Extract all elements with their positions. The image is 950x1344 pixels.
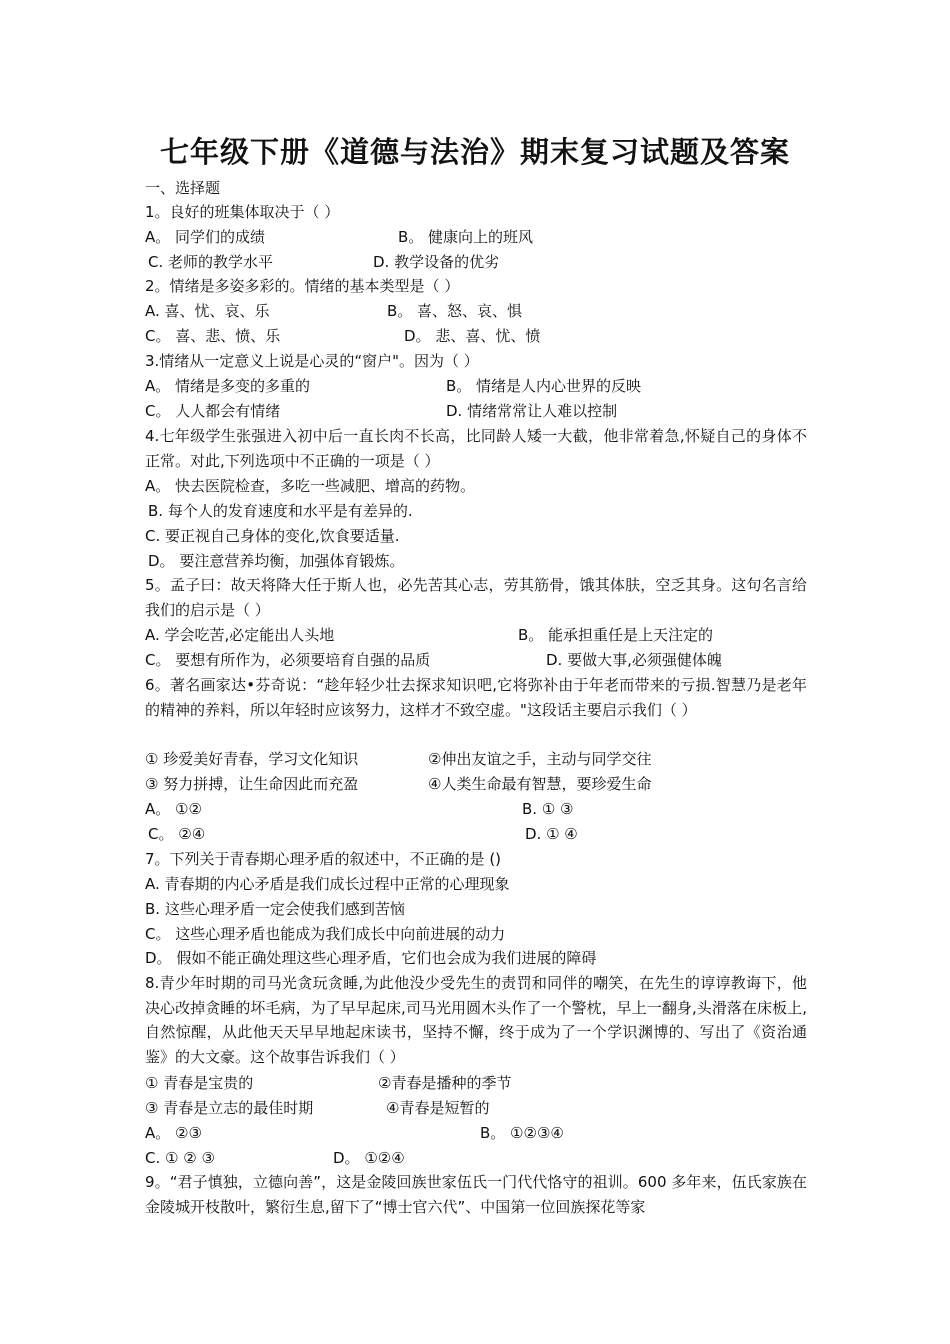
question-2-stem: 2。情绪是多姿多彩的。情绪的基本类型是（ ） [145,277,460,295]
question-1-stem: 1。良好的班集体取决于（ ） [145,203,340,221]
q8-option-a: A。 ②③ [145,1124,202,1142]
q6-statement-1: ① 珍爱美好青春，学习文化知识 [145,750,359,768]
question-7-stem: 7。下列关于青春期心理矛盾的叙述中，不正确的是 () [145,850,502,868]
q8-option-c: C. ① ② ③ [145,1149,215,1167]
q4-option-c: C. 要正视自己身体的变化,饮食要适量. [145,527,400,545]
q7-option-a: A. 青春期的内心矛盾是我们成长过程中正常的心理现象 [145,875,510,893]
q5-option-d: D. 要做大事,必须强健体魄 [546,651,722,669]
q5-option-a: A. 学会吃苦,必定能出人头地 [145,626,335,644]
q5-option-b: B。 能承担重任是上天注定的 [518,626,714,644]
q5-option-c: C。 要想有所作为，必须要培育自强的品质 [145,651,431,669]
q6-option-a: A。 ①② [145,800,202,818]
q6-option-d: D. ① ④ [525,825,578,843]
section-heading: 一、选择题 [145,179,221,197]
q1-option-d: D. 教学设备的优劣 [373,253,500,271]
q6-statement-4: ④人类生命最有智慧，要珍爱生命 [428,775,652,793]
q8-statement-4: ④青春是短暂的 [386,1099,490,1117]
q8-option-b: B。 ①②③④ [480,1124,564,1142]
question-9-stem: 9。“君子慎独，立德向善”，这是金陵回族世家伍氏一门代代恪守的祖训。600 多年来，伍氏家族在金陵城开枝散叶，繁衍生息,留下了“博士官六代”、中国第一位回族探花等家 [145,1173,807,1216]
q4-option-d: D。 要注意营养均衡，加强体育锻炼。 [148,552,405,570]
q3-option-d: D. 情绪常常让人难以控制 [446,402,618,420]
q1-option-c: C. 老师的教学水平 [148,253,274,271]
q4-option-b: B. 每个人的发育速度和水平是有差异的. [148,502,413,520]
q7-option-c: C。 这些心理矛盾也能成为我们成长中向前进展的动力 [145,925,506,943]
q6-option-c: C。 ②④ [148,825,206,843]
q3-option-c: C。 人人都会有情绪 [145,402,281,420]
q7-option-b: B. 这些心理矛盾一定会使我们感到苦恼 [145,900,405,918]
q6-option-b: B. ① ③ [522,800,574,818]
question-3-stem: 3.情绪从一定意义上说是心灵的“窗户"。因为（ ） [145,352,479,370]
document-title: 七年级下册《道德与法治》期末复习试题及答案 [159,135,790,169]
q1-option-b: B。 健康向上的班风 [398,228,534,246]
q8-option-d: D。 ①②④ [333,1149,405,1167]
q3-option-a: A。 情绪是多变的多重的 [145,377,311,395]
q2-option-d: D。 悲、喜、忧、愤 [404,327,541,345]
q8-statement-1: ① 青春是宝贵的 [145,1074,254,1092]
question-5-stem: 5。孟子曰：故天将降大任于斯人也，必先苦其心志，劳其筋骨，饿其体肤，空乏其身。这句名言给我们的启示是（ ） [145,576,807,619]
q8-statement-3: ③ 青春是立志的最佳时期 [145,1099,314,1117]
question-6-stem: 6。著名画家达•芬奇说：“趁年轻少壮去探求知识吧,它将弥补由于年老而带来的亏损.智慧乃是老年的精神的养料，所以年轻时应该努力，这样才不致空虚。"这段话主要启示我们（ ） [145,676,807,719]
q3-option-b: B。 情绪是人内心世界的反映 [446,377,642,395]
question-4-stem: 4.七年级学生张强进入初中后一直长肉不长高，比同龄人矮一大截，他非常着急,怀疑自己的身体不正常。对此,下列选项中不正确的一项是（ ） [145,427,807,470]
q2-option-c: C。 喜、悲、愤、乐 [145,327,281,345]
q4-option-a: A。 快去医院检查，多吃一些减肥、增高的药物。 [145,477,476,495]
q8-statement-2: ②青春是播种的季节 [378,1074,512,1092]
q1-option-a: A。 同学们的成绩 [145,228,266,246]
q7-option-d: D。 假如不能正确处理这些心理矛盾，它们也会成为我们进展的障碍 [145,949,597,967]
question-8-stem: 8.青少年时期的司马光贪玩贪睡,为此他没少受先生的责罚和同伴的嘲笑，在先生的谆谆教诲下，他决心改掉贪睡的坏毛病，为了早早起床,司马光用圆木头作了一个警枕，早上一翻身,头滑落在床板上,自然惊醒，从此他天天早早地起床读书，坚持不懈，终于成为了一个学识渊博的、写出了《资治通鉴》的大文豪。这个故事告诉我们（ ） [145,974,807,1066]
q2-option-b: B。 喜、怒、哀、惧 [387,302,523,320]
q6-statement-2: ②伸出友谊之手，主动与同学交往 [428,750,652,768]
q2-option-a: A. 喜、忧、哀、乐 [145,302,270,320]
q6-statement-3: ③ 努力拼搏，让生命因此而充盈 [145,775,359,793]
